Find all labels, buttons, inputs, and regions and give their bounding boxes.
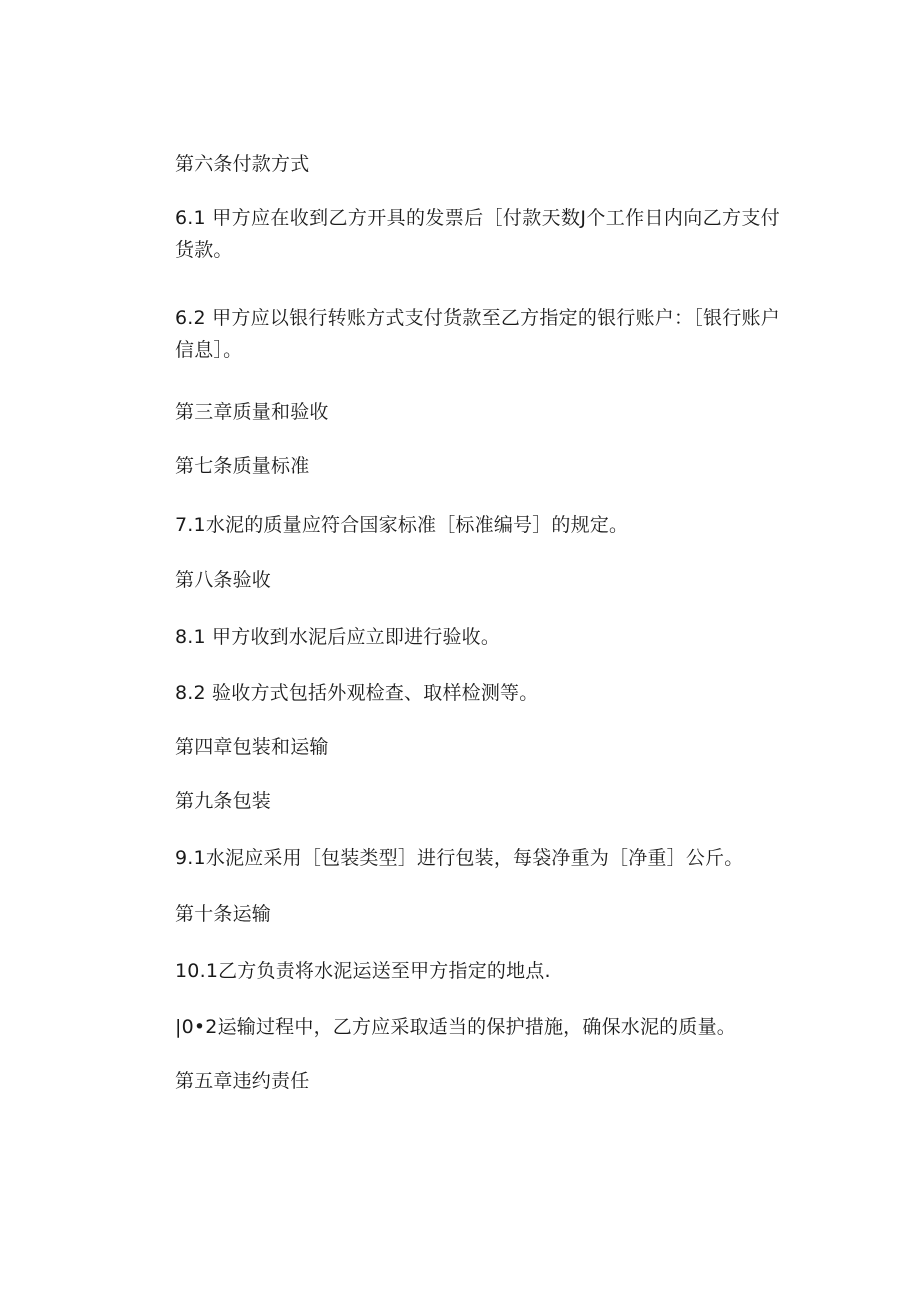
clause-7-1: 7.1水泥的质量应符合国家标准［标准编号］的规定。: [175, 514, 629, 536]
clause-8-1: 8.1 甲方收到水泥后应立即进行验收。: [175, 626, 501, 648]
clause-8-2: 8.2 验收方式包括外观检查、取样检测等。: [175, 682, 539, 704]
article-7-heading: 第七条质量标准: [175, 455, 310, 477]
clause-9-1: 9.1水泥应采用［包装类型］进行包装，每袋净重为［净重］公斤。: [175, 847, 744, 869]
article-9-heading: 第九条包装: [175, 790, 272, 812]
clause-6-1: 6.1 甲方应在收到乙方开具的发票后［付款天数J个工作日内向乙方支付货款。: [175, 207, 780, 261]
article-8-heading: 第八条验收: [175, 569, 272, 591]
clause-6-2: 6.2 甲方应以银行转账方式支付货款至乙方指定的银行账户：［银行账户信息］。: [175, 307, 780, 361]
chapter-3-heading: 第三章质量和验收: [175, 401, 329, 423]
article-10-heading: 第十条运输: [175, 903, 272, 925]
article-6-heading: 第六条付款方式: [175, 153, 310, 175]
clause-10-2: |0•2运输过程中，乙方应采取适当的保护措施，确保水泥的质量。: [175, 1016, 736, 1038]
clause-10-1: 10.1乙方负责将水泥运送至甲方指定的地点.: [175, 960, 551, 982]
chapter-4-heading: 第四章包装和运输: [175, 736, 329, 758]
chapter-5-heading: 第五章违约责任: [175, 1070, 310, 1092]
